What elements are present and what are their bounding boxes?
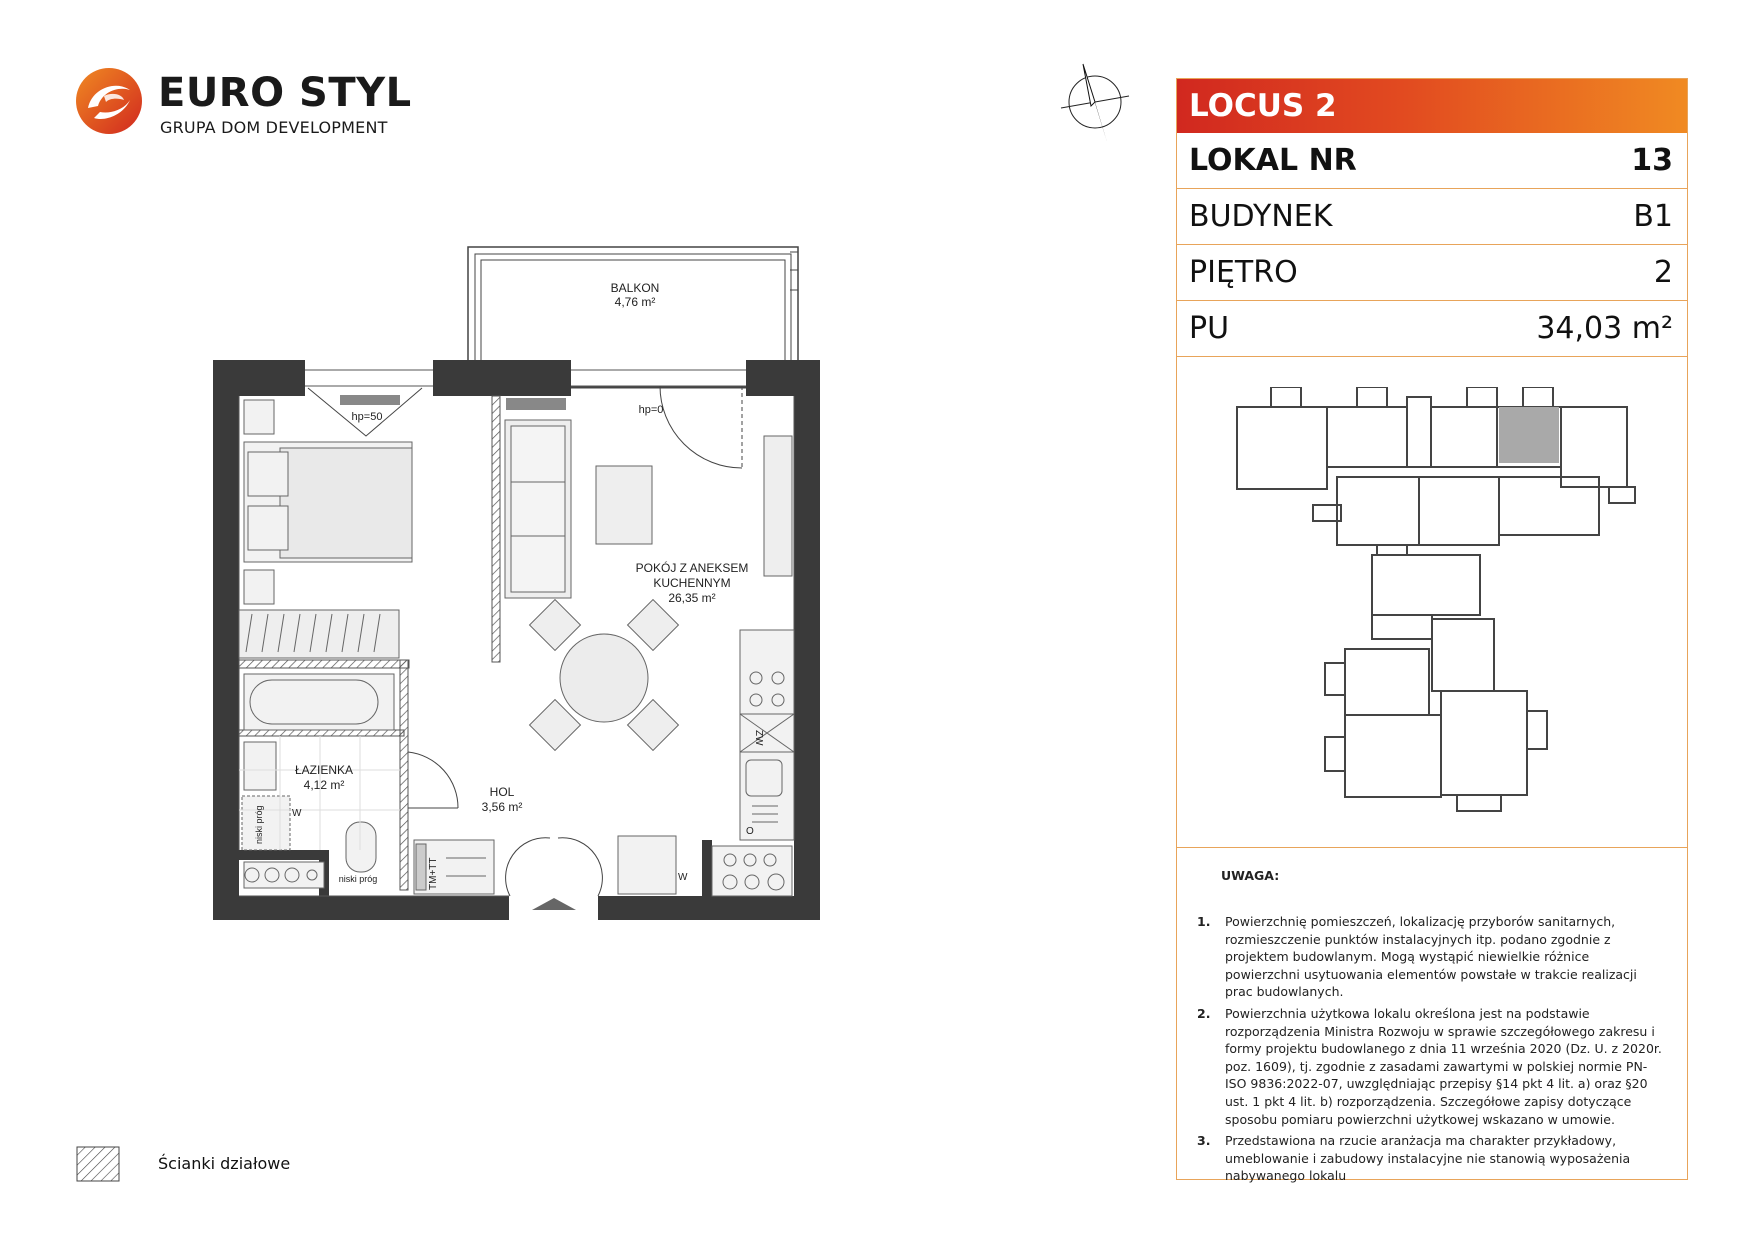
brand-logo <box>74 66 412 146</box>
pokoj-label-1: POKÓJ Z ANEKSEM <box>635 561 749 575</box>
info-row-pu <box>1177 301 1687 357</box>
note-number: 2. <box>1197 1005 1211 1021</box>
info-row-budynek <box>1177 189 1687 245</box>
budynek-value: B1 <box>1633 199 1673 234</box>
info-row-pietro <box>1177 245 1687 301</box>
hp50-mark: hp=50 <box>351 411 383 423</box>
pietro-label: PIĘTRO <box>1189 255 1298 290</box>
pokoj-area: 26,35 m² <box>668 591 716 605</box>
building-key-plan <box>1177 357 1687 848</box>
note-item <box>1197 1005 1663 1128</box>
note-item <box>1197 1132 1663 1185</box>
project-name: LOCUS 2 <box>1177 79 1687 133</box>
legend-label: Ścianki działowe <box>158 1154 291 1173</box>
building-floor-key-plan <box>1227 387 1647 817</box>
lazienka-area: 4,12 m² <box>303 778 345 792</box>
lokal-label: LOKAL NR <box>1189 143 1357 178</box>
budynek-label: BUDYNEK <box>1189 199 1333 234</box>
euro-styl-logo-icon <box>74 66 144 136</box>
balkon-area: 4,76 m² <box>614 295 656 309</box>
pietro-value: 2 <box>1653 255 1673 290</box>
notes-section <box>1177 848 1687 1185</box>
wardrobe <box>239 610 399 658</box>
note-text: Powierzchnię pomieszczeń, lokalizację przyborów sanitarnych, rozmieszczenie punktów instalacyjnych itp. podano zgodnie z projektem budowlanym. Mogą wystąpić niewielkie różnice powierzchni usytuowania elementów powstałe w trakcie realizacji prac budowlanych. <box>1225 914 1637 1000</box>
note-number: 3. <box>1197 1133 1211 1149</box>
legend <box>76 1146 436 1190</box>
info-row-lokal <box>1177 133 1687 189</box>
hol-label: HOL <box>489 785 515 799</box>
niski-prog-mark-1: niski próg <box>254 805 264 844</box>
w-mark-2: W <box>678 872 688 883</box>
balkon-label: BALKON <box>610 281 660 295</box>
notes-title: UWAGA: <box>1221 868 1280 883</box>
note-item <box>1197 913 1663 1001</box>
pu-label: PU <box>1189 311 1230 346</box>
highlighted-unit <box>1499 407 1559 463</box>
hp0-mark: hp=0 <box>638 404 664 416</box>
floor-plan <box>200 230 960 1050</box>
o-mark: O <box>746 826 754 837</box>
lokal-value: 13 <box>1631 143 1673 178</box>
brand-name: EURO STYL <box>158 70 412 116</box>
north-arrow-icon <box>1055 58 1135 148</box>
note-text: Przedstawiona na rzucie aranżacja ma charakter przykładowy, umeblowanie i zabudowy instalacyjne nie stanowią wyposażenia nabywanego lokalu <box>1225 1133 1631 1184</box>
pu-value: 34,03 m² <box>1536 311 1673 346</box>
hol-area: 3,56 m² <box>481 800 523 814</box>
pokoj-label-2: KUCHENNYM <box>653 576 731 590</box>
note-text: Powierzchnia użytkowa lokalu określona jest na podstawie rozporządzenia Ministra Rozwoju w sprawie szczegółowego zakresu i formy projektu budowlanego z dnia 11 września 2020 (Dz. U. z 2020r. poz. 1609), tj. zgodnie z zasadami zawartymi w polskiej normie PN-ISO 9836:2022-07, uwzględniając przepisy §14 pkt 4 lit. a) oraz §20 ust. 1 pkt 4 lit. b) rozporządzenia. Szczegółowe zapisy dotyczące sposobu pomiaru powierzchni użytkowej wskazano w umowie. <box>1225 1005 1662 1127</box>
niski-prog-mark-2: niski próg <box>338 874 378 884</box>
hatch-swatch-icon <box>76 1146 120 1182</box>
brand-subtitle: GRUPA DOM DEVELOPMENT <box>160 118 388 137</box>
zw-mark: ZW <box>753 730 764 746</box>
apartment-info-panel <box>1176 78 1688 1184</box>
note-number: 1. <box>1197 914 1211 929</box>
bed <box>244 400 412 604</box>
tm-tt-mark: TM+TT <box>428 857 439 890</box>
w-mark-1: W <box>292 808 302 819</box>
lazienka-label: ŁAZIENKA <box>294 763 354 777</box>
